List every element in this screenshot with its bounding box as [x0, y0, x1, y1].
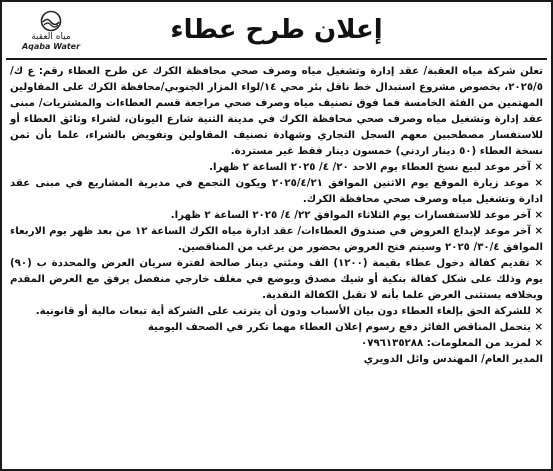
- logo-text-english: Aqaba Water: [21, 42, 81, 51]
- announcement-header: [6, 6, 547, 60]
- list-item: × موعد زيارة الموقع يوم الاثنين الموافق ٢٠٢٥/٤/٢١ ويكون التجمع في مديرية المشاريع في مبنى عقد ادارة وتشغيل مياه وصرف صحي محافظة الكرك.: [10, 178, 543, 205]
- page-title: إعلان طرح عطاء: [170, 15, 383, 45]
- list-item: × آخر موعد لبيع نسخ العطاء يوم الاحد ٢٠/ ٤/ ٢٠٢٥ الساعة ٢ ظهرا.: [209, 162, 543, 173]
- list-item: × تقديم كفالة دخول عطاء بقيمة (١٢٠٠) الف ومئتي دينار صالحة لفترة سريان العرض والمحددة ب (٩٠) يوم وذلك على شكل كفالة بنكية أو شيك مصدق ويوضع في مغلف خارجي منفصل يرفق مع العرض المقدم وبخلافه يستثنى العرض علما بأنه لا تقبل الكفالة النقدية.: [10, 258, 543, 301]
- contact-info: × لمزيد من المعلومات: ٠٧٩٦١٣٥٢٨٨: [361, 338, 543, 349]
- list-item: × يتحمل المناقص الفائز دفع رسوم إعلان العطاء مهما تكرر في الصحف اليومية: [147, 322, 543, 333]
- list-item: × آخر موعد لإيداع العروض في صندوق العطاءات/ عقد ادارة مياه الكرك الساعة ١٢ من بعد ظهر يوم الاربعاء الموافق ٣٠/٤/ ٢٠٢٥ وسيتم فتح العروض بحضور من يرغب من المناقصين.: [10, 226, 543, 253]
- signature-line: المدير العام/ المهندس وائل الدويري: [363, 354, 543, 365]
- aqaba-water-logo-icon: [16, 10, 86, 56]
- water-drop-logo-icon: [38, 10, 64, 32]
- announcement-body: [10, 64, 543, 463]
- logo-text-arabic: مياه العقبة: [31, 32, 71, 42]
- list-item: × آخر موعد للاستفسارات يوم الثلاثاء الموافق ٢٢/ ٤/ ٢٠٢٥ الساعة ٢ ظهرا.: [170, 210, 543, 221]
- list-item: × للشركة الحق بإلغاء العطاء دون بيان الأسباب ودون أن يترتب على الشركة أية تبعات مالية أو قانونية.: [35, 306, 543, 317]
- intro-paragraph: تعلن شركة مياه العقبة/ عقد إدارة وتشغيل مياه وصرف صحي محافظة الكرك عن طرح العطاء رقم: ع ك/ ٢٠٢٥/٥، بخصوص مشروع استبدال خط ناقل بئر محي ١٤/لواء المزار الجنوبي/محافظة الكرك على المقاولين المهتمين من الفئة الخامسة فما فوق تصنيف مياه وصرف صحي مراجعة قسم العطاءات والمشتريات/ مبنى عقد إدارة وتشغيل مياه وصرف صحي محافظة الكرك في مدينة الثنية شارع اليونان، لشراء وثائق العطاء أو للاستفسار مصطحبين معهم السجل التجاري وشهادة تصنيف المقاولين وتفويض بالشراء، علما بأن ثمن نسخة العطاء (٥٠ دينار اردني) خمسون دينار فقط غير مستردة.: [10, 66, 543, 157]
